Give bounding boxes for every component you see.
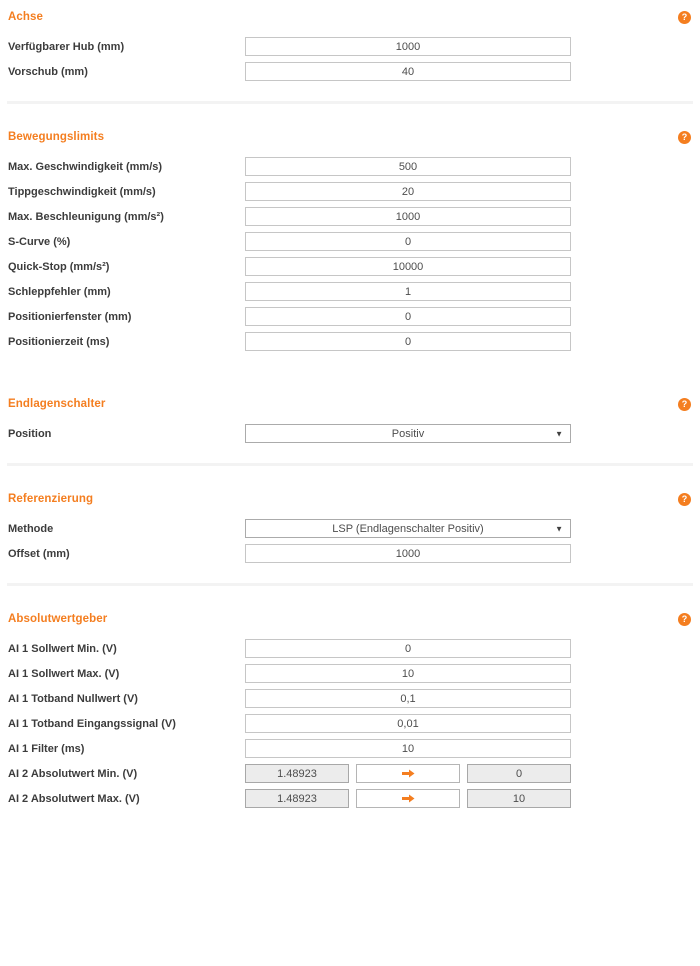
- field-label: Methode: [8, 522, 54, 535]
- field-label: Schleppfehler (mm): [8, 285, 111, 298]
- form-row: [8, 714, 691, 733]
- field-label: Tippgeschwindigkeit (mm/s): [8, 185, 156, 198]
- ai2-absolutwert-min-source: [245, 764, 349, 783]
- ai2-absolutwert-max-target: [467, 789, 571, 808]
- ai2-absolutwert-max-source: [245, 789, 349, 808]
- form-row: [8, 689, 691, 708]
- form-row: [8, 664, 691, 683]
- tippgeschwindigkeit-input[interactable]: [245, 182, 571, 201]
- form-row: [8, 282, 691, 301]
- ai2-absolutwert-min-target: [467, 764, 571, 783]
- transfer-group: [245, 789, 571, 808]
- methode-select[interactable]: [245, 519, 571, 538]
- field-label: Max. Beschleunigung (mm/s²): [8, 210, 164, 223]
- ai2-min-transfer-button[interactable]: [356, 764, 460, 783]
- section-title-endlagenschalter: Endlagenschalter: [8, 398, 106, 410]
- section-title-absolutwertgeber: Absolutwertgeber: [8, 613, 108, 625]
- field-label: AI 1 Totband Eingangssignal (V): [8, 717, 176, 730]
- section-title-achse: Achse: [8, 11, 44, 23]
- field-label: AI 2 Absolutwert Max. (V): [8, 792, 140, 805]
- field-label: AI 1 Sollwert Min. (V): [8, 642, 117, 655]
- field-control: [245, 62, 571, 81]
- position-select-value: Positiv: [391, 427, 425, 440]
- section-achse-header: [8, 10, 691, 24]
- help-icon[interactable]: ?: [678, 493, 691, 506]
- form-row: [8, 157, 691, 176]
- field-label: AI 1 Totband Nullwert (V): [8, 692, 138, 705]
- ai1-totband-eingangssignal-input[interactable]: [245, 714, 571, 733]
- ai1-sollwert-max-input[interactable]: [245, 664, 571, 683]
- field-label: S-Curve (%): [8, 235, 71, 248]
- form-row: [8, 764, 691, 783]
- positionierfenster-input[interactable]: [245, 307, 571, 326]
- ai1-sollwert-min-input[interactable]: [245, 639, 571, 658]
- field-label: Verfügbarer Hub (mm): [8, 40, 125, 53]
- form-row: [8, 207, 691, 226]
- schleppfehler-input[interactable]: [245, 282, 571, 301]
- field-label: Positionierfenster (mm): [8, 310, 132, 323]
- field-label: Vorschub (mm): [8, 65, 88, 78]
- form-row: [8, 739, 691, 758]
- field-label: AI 1 Filter (ms): [8, 742, 85, 755]
- ai1-filter-input[interactable]: [245, 739, 571, 758]
- section-achse: [0, 0, 700, 101]
- arrow-right-icon: [402, 769, 415, 778]
- methode-select-value: LSP (Endlagenschalter Positiv): [332, 522, 484, 535]
- ai1-totband-nullwert-input[interactable]: [245, 689, 571, 708]
- section-absolutwertgeber: [0, 586, 700, 828]
- form-row: [8, 639, 691, 658]
- form-row: [8, 182, 691, 201]
- field-label: Position: [8, 427, 52, 440]
- positionierzeit-input[interactable]: [245, 332, 571, 351]
- form-row: [8, 37, 691, 56]
- form-row: [8, 62, 691, 81]
- form-row: [8, 332, 691, 351]
- form-row: [8, 257, 691, 276]
- max-geschwindigkeit-input[interactable]: [245, 157, 571, 176]
- ai2-max-transfer-button[interactable]: [356, 789, 460, 808]
- help-icon[interactable]: ?: [678, 131, 691, 144]
- field-label: Positionierzeit (ms): [8, 335, 110, 348]
- section-referenzierung: [0, 466, 700, 583]
- offset-input[interactable]: [245, 544, 571, 563]
- form-row: [8, 424, 691, 443]
- section-title-bewegungslimits: Bewegungslimits: [8, 131, 105, 143]
- vorschub-input[interactable]: [245, 62, 571, 81]
- chevron-down-icon: ▼: [555, 429, 563, 438]
- section-endlagenschalter-header: [8, 397, 691, 411]
- form-row: [8, 232, 691, 251]
- s-curve-input[interactable]: [245, 232, 571, 251]
- chevron-down-icon: ▼: [555, 524, 563, 533]
- section-bewegungslimits-header: [8, 130, 691, 144]
- section-absolutwertgeber-header: [8, 612, 691, 626]
- form-row: [8, 519, 691, 538]
- field-label: Offset (mm): [8, 547, 70, 560]
- section-title-referenzierung: Referenzierung: [8, 493, 94, 505]
- transfer-group: [245, 764, 571, 783]
- form-row: [8, 307, 691, 326]
- field-label: Quick-Stop (mm/s²): [8, 260, 110, 273]
- position-select[interactable]: [245, 424, 571, 443]
- quick-stop-input[interactable]: [245, 257, 571, 276]
- arrow-right-icon: [402, 794, 415, 803]
- field-control: [245, 37, 571, 56]
- verfuegbarer-hub-input[interactable]: [245, 37, 571, 56]
- field-label: AI 2 Absolutwert Min. (V): [8, 767, 138, 780]
- field-label: AI 1 Sollwert Max. (V): [8, 667, 120, 680]
- help-icon[interactable]: ?: [678, 613, 691, 626]
- form-row: [8, 789, 691, 808]
- section-referenzierung-header: [8, 492, 691, 506]
- help-icon[interactable]: ?: [678, 398, 691, 411]
- form-row: [8, 544, 691, 563]
- section-endlagenschalter: [0, 371, 700, 463]
- field-label: Max. Geschwindigkeit (mm/s): [8, 160, 163, 173]
- max-beschleunigung-input[interactable]: [245, 207, 571, 226]
- help-icon[interactable]: ?: [678, 11, 691, 24]
- section-bewegungslimits: [0, 104, 700, 371]
